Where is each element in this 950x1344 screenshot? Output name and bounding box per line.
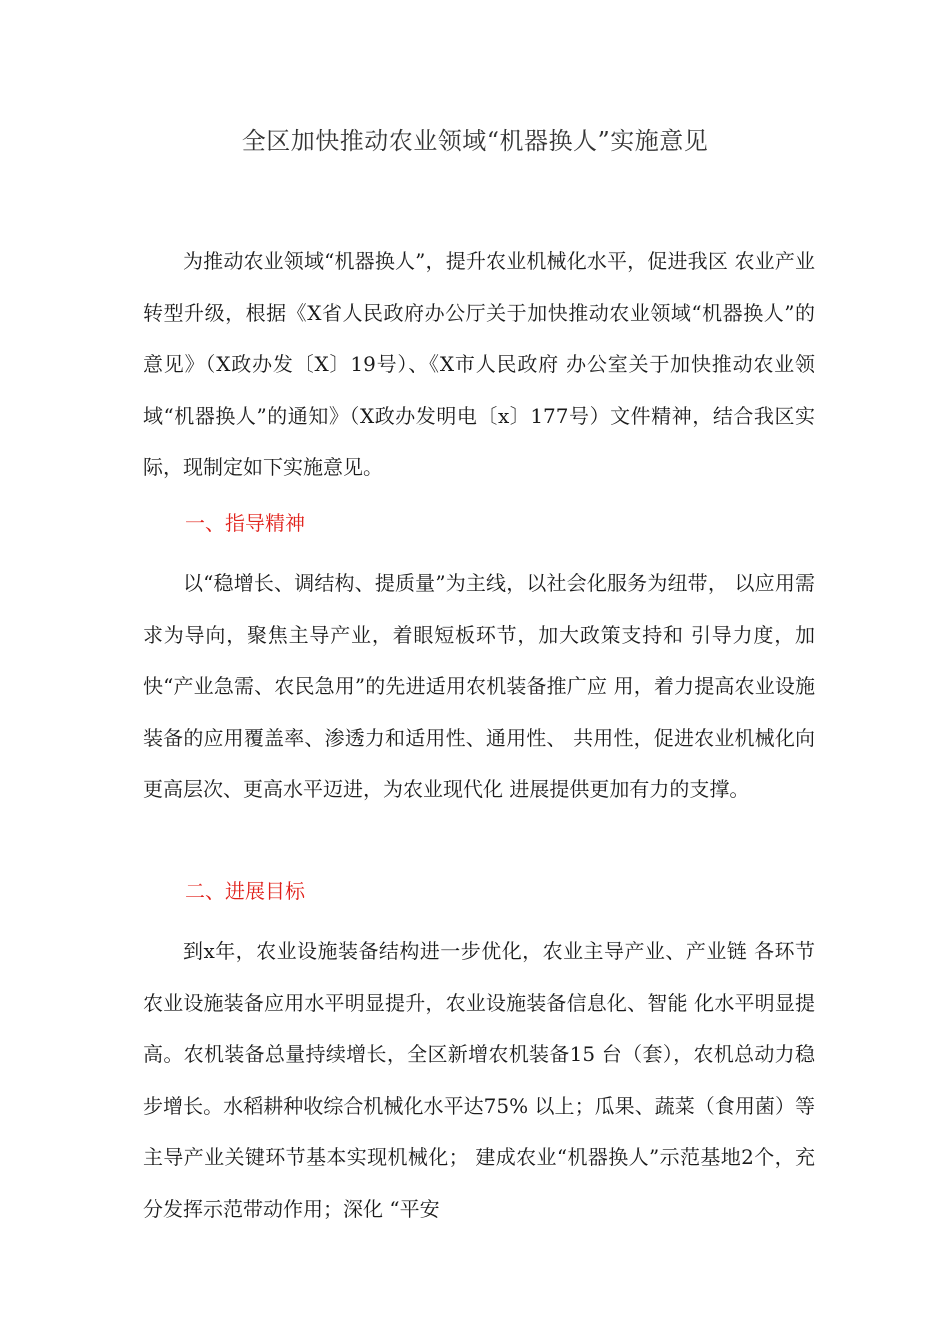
section-text: 到x年，农业设施装备结构进一步优化，农业主导产业、产业链 各环节农业设施装备应用水平明显提升，农业设施装备信息化、智能 化水平明显提高。农机装备总量持续增长，全区新增农机装备15 台（套），农机总动力稳步增长。水稻耕种收综合机械化水平达75% 以上；瓜果、蔬菜（食用菌）等主导产业关键环节基本实现机械化； 建成农业“机器换人”示范基地2个，充分发挥示范带动作用；深化 “平安 [143,939,815,1221]
section-paragraph-goals [143,926,815,1235]
document-title: 全区加快推动农业领域“机器换人”实施意见 [241,127,709,155]
intro-text: 为推动农业领域“机器换人”，提升农业机械化水平，促进我区 农业产业转型升级，根据《X省人民政府办公厅关于加快推动农业领域“机器换人”的意见》（X政办发〔X〕19号）、《X市人民政府 办公室关于加快推动农业领域“机器换人”的通知》（X政办发明电〔x〕177号）文件精神，结合我区实际，现制定如下实施意见。 [143,249,815,479]
section-heading-goals: 二、进展目标 [185,879,305,903]
intro-paragraph [143,236,815,494]
section-heading-guiding-spirit: 一、指导精神 [185,511,305,535]
section-text: 以“稳增长、调结构、提质量”为主线，以社会化服务为纽带， 以应用需求为导向，聚焦主导产业，着眼短板环节，加大政策支持和 引导力度，加快“产业急需、农民急用”的先进适用农机装备推广应 用，着力提高农业设施装备的应用覆盖率、渗透力和适用性、通用性、 共用性，促进农业机械化向更高层次、更高水平迈进，为农业现代化 进展提供更加有力的支撑。 [143,571,815,801]
section-paragraph-guiding-spirit [143,558,815,816]
